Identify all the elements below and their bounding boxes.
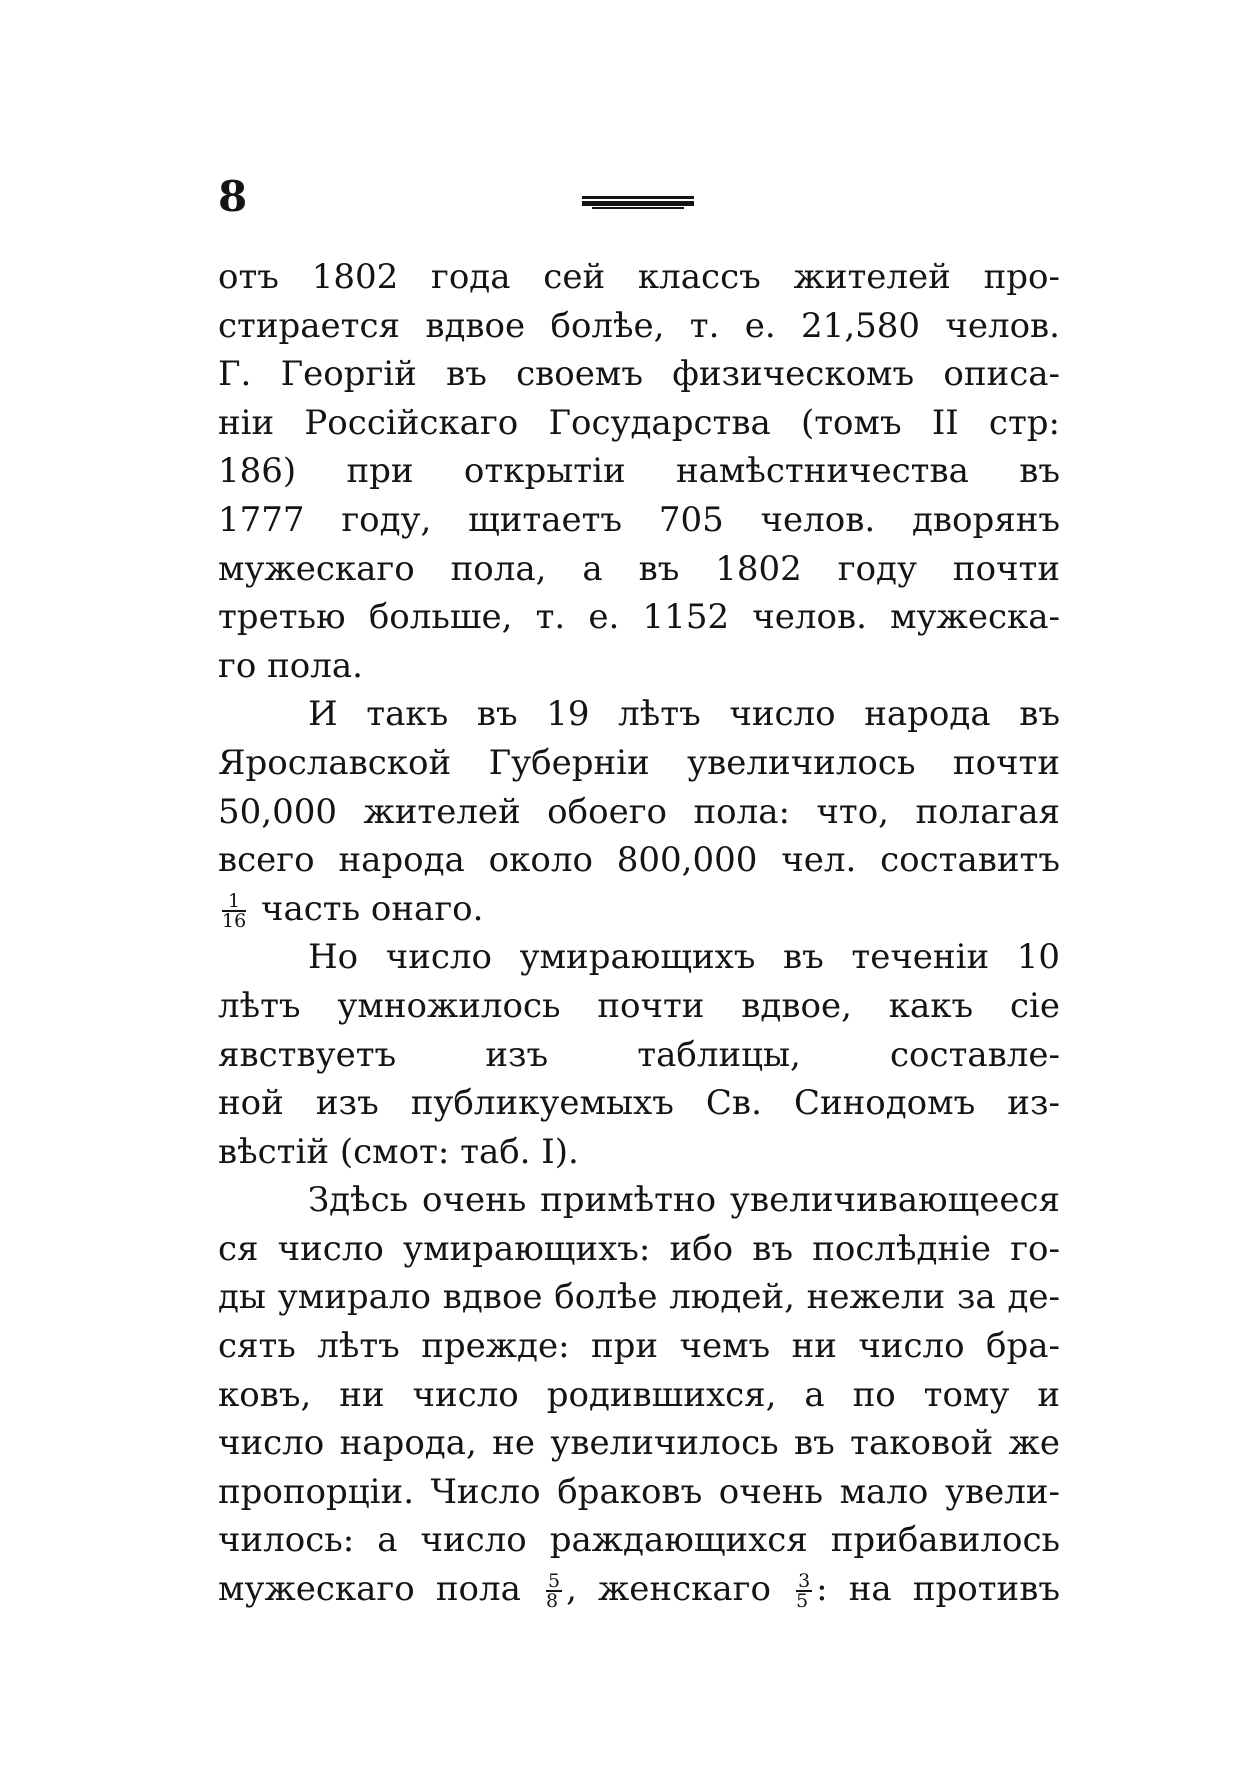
text-line: Г. Георгій въ своемъ физическомъ описа- xyxy=(218,354,1060,395)
text-line: лѣтъ умножилось почти вдвое, какъ сіе xyxy=(218,985,1060,1026)
text-segment: часть онаго. xyxy=(261,888,484,929)
text-line: 1777 году, щитаетъ 705 челов. дворянъ xyxy=(218,499,1060,540)
fraction-one-sixteenth xyxy=(222,889,247,932)
text-line: Но число умирающихъ въ теченіи 10 xyxy=(308,937,1060,978)
text-line: ковъ, ни число родившихся, а по тому и xyxy=(218,1374,1060,1415)
text-line: го пола. xyxy=(218,645,363,686)
text-line: 186) при открытіи намѣстничества въ xyxy=(218,451,1060,492)
fraction-denominator: 16 xyxy=(222,909,247,932)
text-line: чилось: а число раждающихся прибавилось xyxy=(218,1520,1060,1561)
text-line: отъ 1802 года сей классъ жителей про- xyxy=(218,257,1060,297)
fraction-numerator: 1 xyxy=(222,892,246,912)
text-line-with-fractions xyxy=(218,1565,1060,1614)
ornament-rule-top xyxy=(582,196,694,199)
fraction-three-fifths xyxy=(796,1570,812,1613)
text-line: число народа, не увеличилось въ таковой же xyxy=(218,1423,1060,1464)
text-line: вѣстій (смот: таб. I). xyxy=(218,1131,579,1172)
ornament-rule-middle xyxy=(582,201,694,206)
text-segment: : на противъ xyxy=(816,1569,1060,1610)
text-segment: , женскаго xyxy=(566,1569,771,1610)
fraction-denominator: 8 xyxy=(545,1590,559,1613)
fraction-numerator: 5 xyxy=(547,1570,561,1593)
text-line: явствуетъ изъ таблицы, составле- xyxy=(218,1034,1060,1075)
ornament-rule-bottom xyxy=(592,207,684,209)
text-line: третью больше, т. е. 1152 челов. мужеска- xyxy=(218,597,1060,638)
fraction-five-eighths xyxy=(545,1570,562,1613)
text-line: И такъ въ 19 лѣтъ число народа въ xyxy=(308,694,1060,735)
text-line: ся число умирающихъ: ибо въ послѣдніе го- xyxy=(218,1228,1060,1269)
body-text xyxy=(218,253,1060,1614)
fraction-numerator: 3 xyxy=(798,1570,811,1593)
text-line: ніи Россійскаго Государства (томъ II стр: xyxy=(218,402,1060,443)
fraction-denominator: 5 xyxy=(796,1590,809,1613)
text-line: ды умирало вдвое болѣе людей, нежели за де- xyxy=(218,1277,1060,1318)
text-line: 50,000 жителей обоего пола: что, полагая xyxy=(218,791,1060,832)
header-ornament-rule xyxy=(582,196,694,210)
text-line: Ярославской Губерніи увеличилось почти xyxy=(218,742,1060,783)
text-line: ной изъ публикуемыхъ Св. Синодомъ из- xyxy=(218,1083,1060,1124)
text-line: всего народа около 800,000 чел. составитъ xyxy=(218,840,1060,881)
page-number: 8 xyxy=(218,172,248,221)
text-line-with-fraction xyxy=(218,885,1060,934)
text-line: стирается вдвое болѣе, т. е. 21,580 челов. xyxy=(218,305,1060,346)
text-line: сять лѣтъ прежде: при чемъ ни число бра- xyxy=(218,1326,1060,1367)
text-segment: мужескаго пола xyxy=(218,1569,521,1610)
text-line: пропорціи. Число браковъ очень мало увели- xyxy=(218,1471,1060,1512)
text-line: Здѣсь очень примѣтно увеличивающееся xyxy=(308,1180,1060,1221)
text-line: мужескаго пола, а въ 1802 году почти xyxy=(218,548,1060,589)
